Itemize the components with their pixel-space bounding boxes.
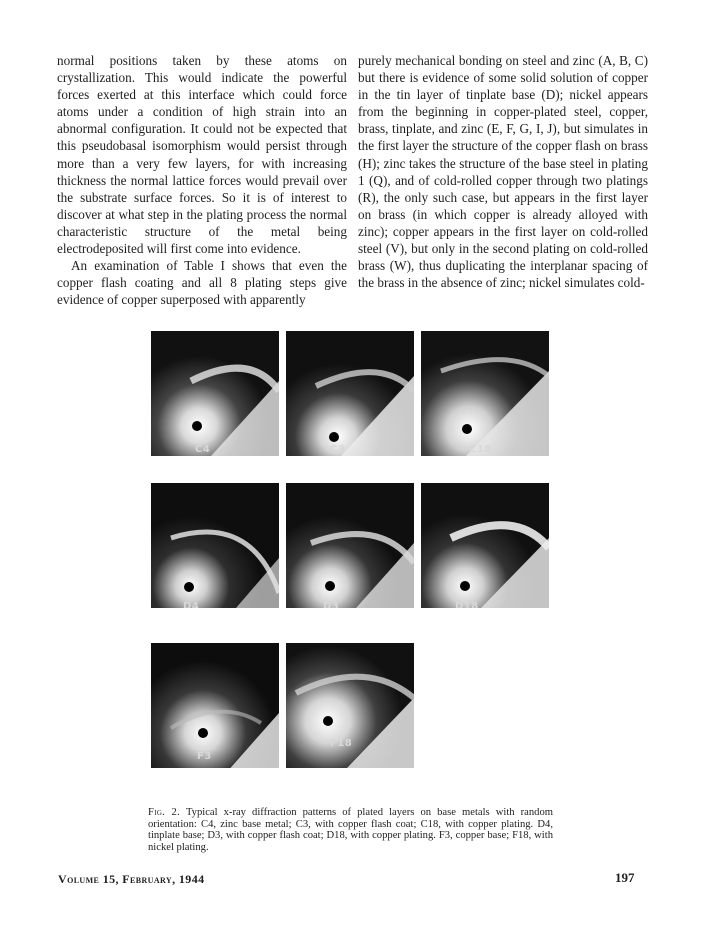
diffraction-plate-c18 <box>421 331 549 456</box>
left-text-column <box>57 52 347 308</box>
plate-label: F18 <box>330 738 353 749</box>
plate-label: C3 <box>330 444 346 455</box>
diffraction-plate-d4 <box>151 483 279 608</box>
right-text-column <box>358 52 648 291</box>
plate-label: D18 <box>455 601 479 608</box>
plate-label: D3 <box>323 601 340 608</box>
right-paragraph-1: purely mechanical bonding on steel and zinc (A, B, C) but there is evidence of some solid solution of copper in the tin layer of tinplate base (D); nickel appears from the beginning in copper-plated steel, copper, brass, tinplate, and zinc (E, F, G, I, J), but simulates in the first layer the structure of the copper flash on brass (H); zinc takes the structure of the base steel in plating 1 (Q), and of cold-rolled copper through two platings (R), the only such case, but appears in the first layer on brass (in which copper is already alloyed with zinc); copper appears in the first layer on cold-rolled steel (V), but only in the second plating on cold-rolled brass (W), thus duplicating the interplanar spacing of the brass in the absence of zinc; nickel simulates cold- <box>358 53 648 291</box>
caption-label: Fig. 2. <box>148 807 181 818</box>
diffraction-plate-c4 <box>151 331 279 456</box>
plate-label: D4 <box>183 601 200 608</box>
left-paragraph-2: An examination of Table I shows that even the copper flash coating and all 8 plating steps give evidence of copper superposed with apparently <box>57 258 347 308</box>
figure-caption <box>148 807 553 853</box>
diffraction-plate-d18 <box>421 483 549 608</box>
caption-text: Typical x-ray diffraction patterns of plated layers on base metals with random orientation: C4, zinc base metal; C3, with copper flash coat; C18, with copper plating. D4, tinplate base; D3, with copper flash coat; D18, with copper plating. F3, copper base; F18, with nickel plating. <box>148 807 553 853</box>
plate-label: C18 <box>469 444 492 455</box>
journal-volume-date: Volume 15, February, 1944 <box>58 872 205 886</box>
diffraction-plate-c3 <box>286 331 414 456</box>
plate-label: C4 <box>195 444 211 455</box>
left-paragraph-1: normal positions taken by these atoms on crystallization. This would indicate the powerful forces exerted at this interface which could force atoms under a condition of high strain into an abnormal configuration. It could not be expected that this pseudobasal isomorphism would persist through more than a very few layers, for with increasing thickness the normal lattice forces would prevail over the substrate surface forces. So it is of interest to discover at what step in the plating process the normal characteristic structure of the metal being electrodeposited will first come into evidence. <box>57 53 347 257</box>
diffraction-plate-f18 <box>286 643 414 768</box>
diffraction-plate-f3 <box>151 643 279 768</box>
page-number: 197 <box>615 870 635 885</box>
diffraction-plate-d3 <box>286 483 414 608</box>
plate-label: F3 <box>197 751 212 762</box>
